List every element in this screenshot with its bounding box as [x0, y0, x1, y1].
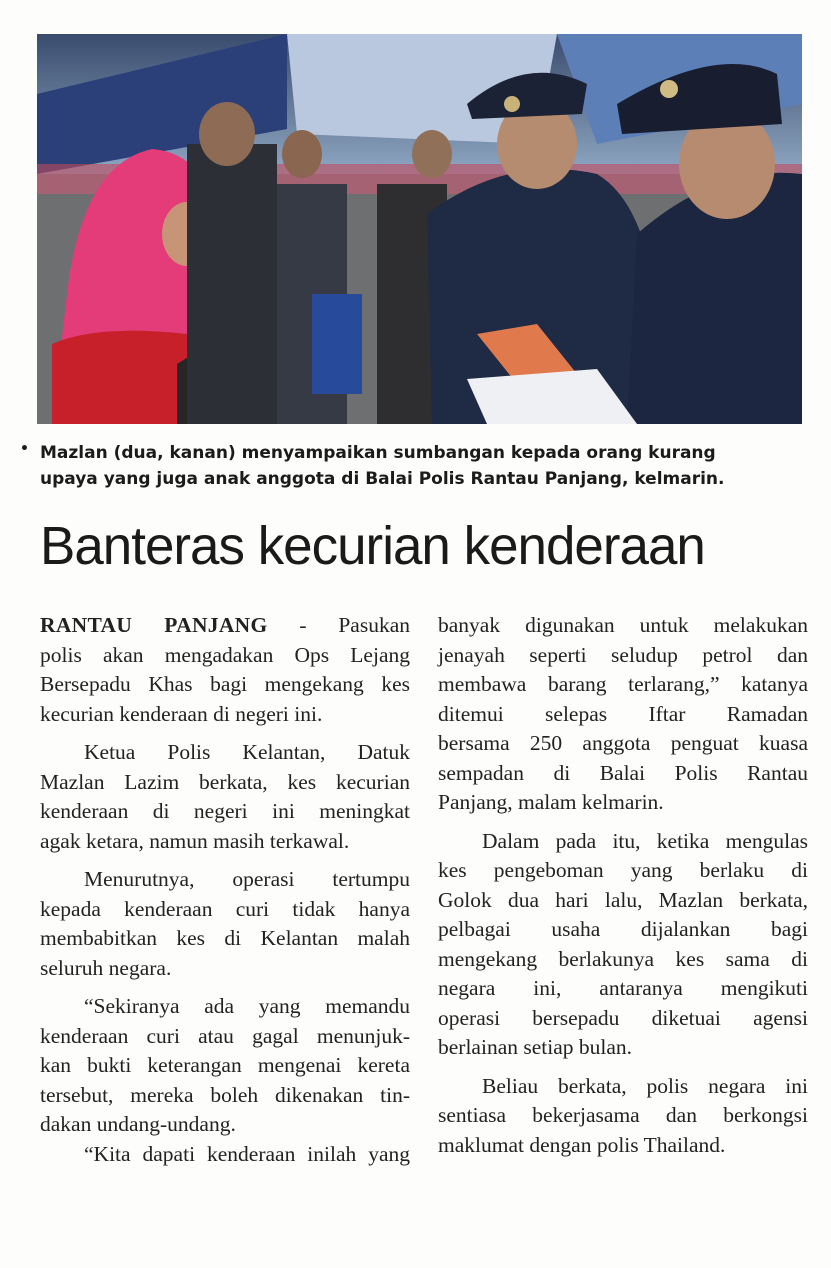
article-line: kepada kenderaan curi tidak hanya	[40, 896, 410, 921]
article-line: kes pengeboman yang berlaku di	[438, 858, 808, 882]
article-line: membawa barang terlarang,” katanya	[438, 672, 808, 696]
article-line: membabitkan kes di Kelantan malah	[40, 926, 410, 950]
article-line: seluruh negara.	[40, 955, 172, 980]
article-line	[40, 611, 410, 641]
article-line: Ketua Polis Kelantan, Datuk	[84, 740, 410, 764]
article-line: kenderaan di negeri ini meningkat	[40, 799, 410, 823]
article-line: Menurutnya, operasi tertumpu	[84, 867, 410, 891]
photo-caption	[20, 440, 810, 492]
article-line: jenayah seperti seludup petrol dan	[438, 642, 808, 667]
article-line: kecurian kenderaan di negeri ini.	[40, 701, 323, 726]
article-line-text: - Pasukan	[267, 613, 410, 637]
caption-line: Mazlan (dua, kanan) menyampaikan sumbangan kepada orang kurang	[40, 443, 716, 463]
caption-line: upaya yang juga anak anggota di Balai Polis Rantau Panjang, kelmarin.	[40, 469, 725, 489]
article-line: Panjang, malam kelmarin.	[438, 790, 664, 814]
article-line: tersebut, mereka boleh dikenakan tin-	[40, 1082, 410, 1107]
article-line: Beliau berkata, polis negara ini	[482, 1073, 808, 1098]
article-column-right	[438, 611, 808, 1160]
paragraph-gap	[40, 856, 410, 865]
article-line: bersama 250 anggota penguat kuasa	[438, 731, 808, 755]
dateline-kicker: RANTAU PANJANG	[40, 613, 268, 637]
article-line: Dalam pada itu, ketika mengulas	[482, 828, 808, 853]
article-line: pelbagai usaha dijalankan bagi	[438, 917, 808, 941]
article-line: banyak digunakan untuk melakukan	[438, 613, 808, 637]
article-line: sentiasa bekerjasama dan berkongsi	[438, 1103, 808, 1127]
news-photo	[37, 34, 802, 424]
caption-bullet: •	[20, 441, 29, 457]
article-line: kan bukti keterangan mengenai kereta	[40, 1053, 410, 1077]
article-headline: Banteras kecurian kenderaan	[40, 516, 705, 576]
article-line: berlainan setiap bulan.	[438, 1035, 633, 1059]
article-column-left	[40, 611, 410, 1169]
paragraph-gap	[438, 1063, 808, 1072]
article-line: Golok dua hari lalu, Mazlan berkata,	[438, 887, 808, 912]
article-line: “Sekiranya ada yang memandu	[84, 994, 410, 1018]
article-line: operasi bersepadu diketuai agensi	[438, 1005, 808, 1030]
article-line: dakan undang-undang.	[40, 1112, 236, 1136]
article-line: ditemui selepas Iftar Ramadan	[438, 701, 808, 726]
article-line: Mazlan Lazim berkata, kes kecurian	[40, 769, 410, 794]
article-line: agak ketara, namun masih terkawal.	[40, 828, 350, 853]
paragraph-gap	[40, 729, 410, 738]
article-line: maklumat dengan polis Thailand.	[438, 1132, 726, 1157]
paragraph-gap	[438, 818, 808, 827]
article-line: kenderaan curi atau gagal menunjuk-	[40, 1023, 410, 1048]
paragraph-gap	[40, 983, 410, 992]
article-line: “Kita dapati kenderaan inilah yang	[84, 1141, 410, 1166]
article-line: sempadan di Balai Polis Rantau	[438, 760, 808, 785]
article-line: Bersepadu Khas bagi mengekang kes	[40, 672, 410, 696]
article-line: mengekang berlakunya kes sama di	[438, 946, 808, 971]
article-line: polis akan mengadakan Ops Lejang	[40, 642, 410, 667]
article-line: negara ini, antaranya mengikuti	[438, 976, 808, 1000]
